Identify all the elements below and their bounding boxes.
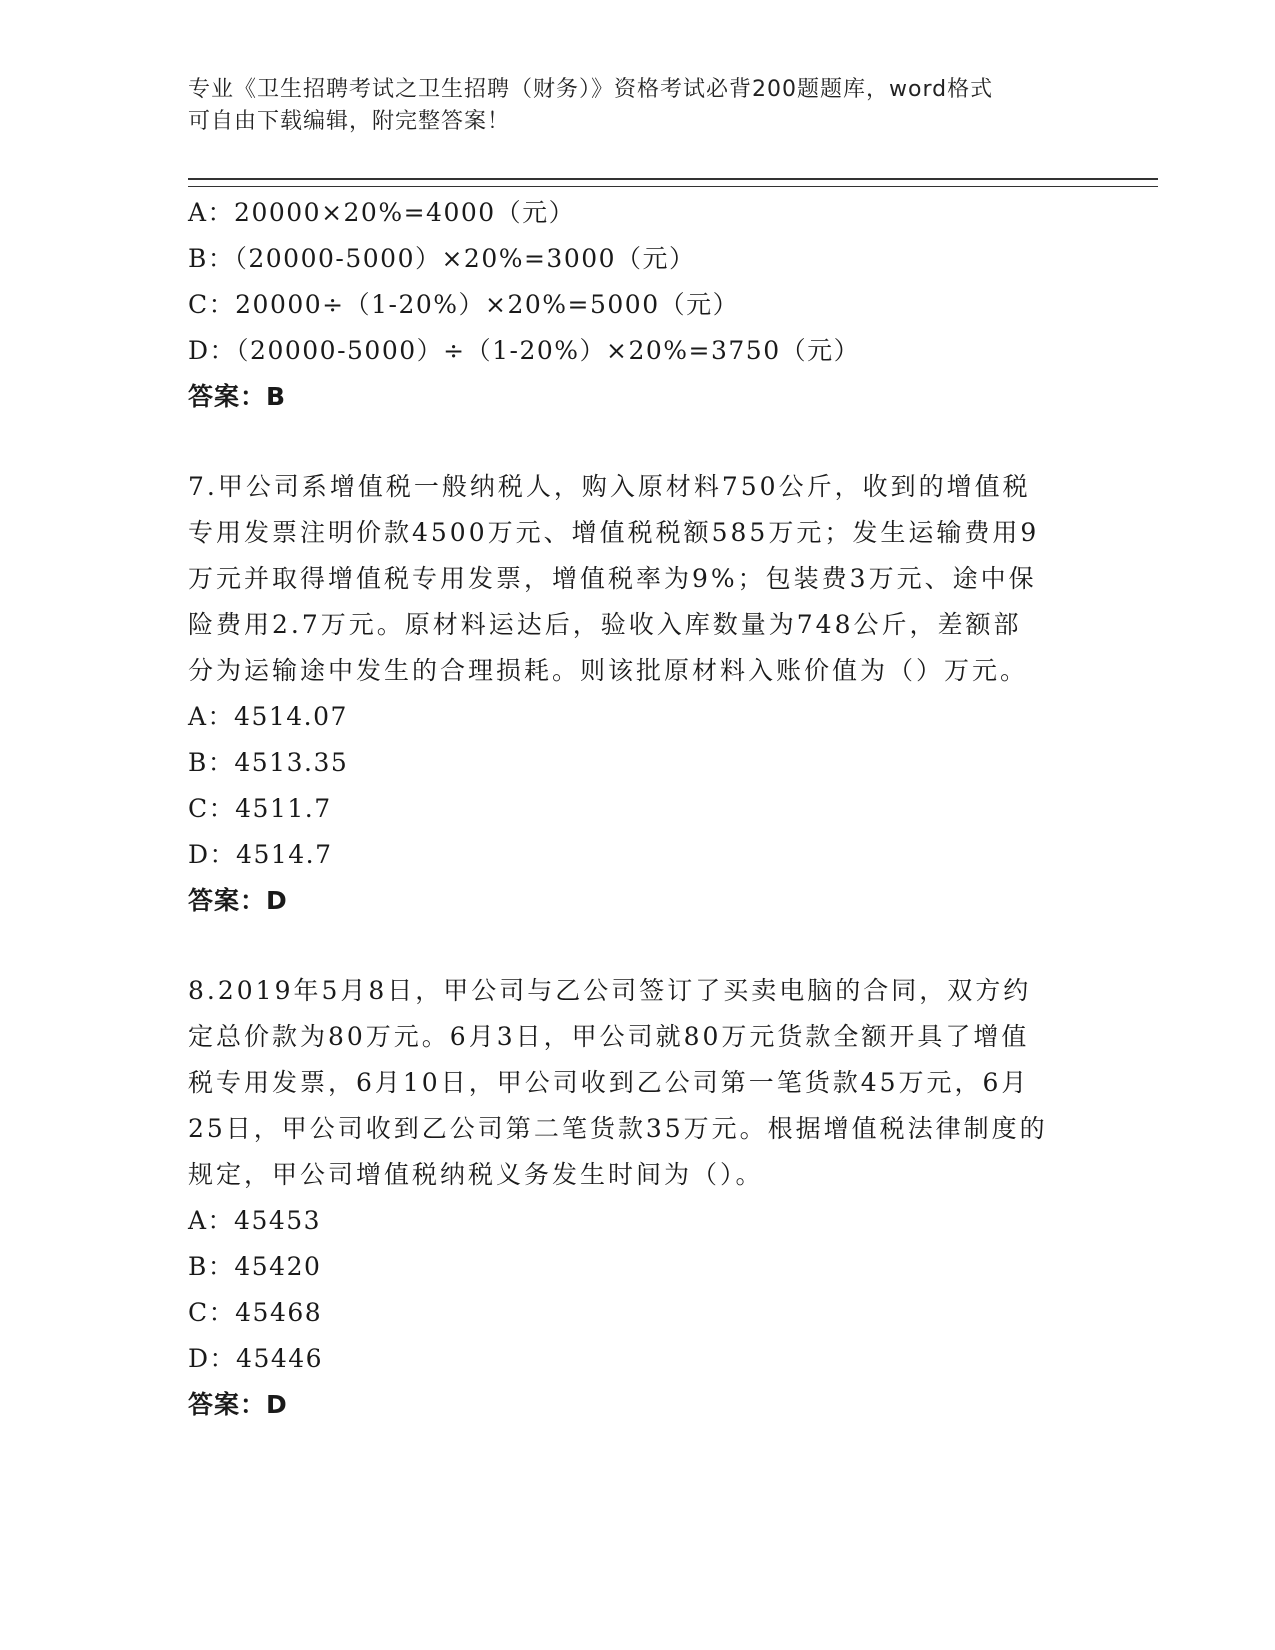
- question-6: [188, 190, 1088, 420]
- question-8-option-c: C：45468: [188, 1298, 323, 1327]
- question-7-text-line: 7.甲公司系增值税一般纳税人，购入原材料750公斤，收到的增值税: [188, 472, 1031, 501]
- question-7-text-line: 专用发票注明价款4500万元、增值税税额585万元；发生运输费用9: [188, 518, 1040, 547]
- question-7-option-b: B：4513.35: [188, 748, 349, 777]
- question-8-option-a: A：45453: [188, 1206, 322, 1235]
- question-8-text-line: 定总价款为80万元。6月3日，甲公司就80万元货款全额开具了增值: [188, 1022, 1030, 1051]
- document-header: [188, 74, 1088, 138]
- question-7-option-c: C：4511.7: [188, 794, 332, 823]
- question-8-option-d: D：45446: [188, 1344, 324, 1373]
- question-7-option-d: D：4514.7: [188, 840, 333, 869]
- question-8-text-line: 25日，甲公司收到乙公司第二笔货款35万元。根据增值税法律制度的: [188, 1114, 1048, 1143]
- question-6-answer: 答案：B: [188, 382, 287, 411]
- question-6-option-d: D：（20000-5000）÷（1-20%）×20%=3750（元）: [188, 336, 861, 365]
- question-8-text-line: 税专用发票，6月10日，甲公司收到乙公司第一笔货款45万元，6月: [188, 1068, 1030, 1097]
- question-6-option-a: A：20000×20%=4000（元）: [188, 198, 576, 227]
- question-8-text-line: 8.2019年5月8日，甲公司与乙公司签订了买卖电脑的合同，双方约: [188, 976, 1032, 1005]
- spacer: [188, 924, 1088, 968]
- question-7-answer: 答案：D: [188, 886, 288, 915]
- header-divider: [188, 178, 1158, 187]
- question-7-option-a: A：4514.07: [188, 702, 348, 731]
- question-6-option-c: C：20000÷（1-20%）×20%=5000（元）: [188, 290, 740, 319]
- question-7-text-line: 分为运输途中发生的合理损耗。则该批原材料入账价值为（）万元。: [188, 656, 1029, 685]
- question-6-option-b: B：（20000-5000）×20%=3000（元）: [188, 244, 696, 273]
- question-7-text-line: 万元并取得增值税专用发票，增值税率为9%；包装费3万元、途中保: [188, 564, 1037, 593]
- question-7: [188, 464, 1088, 924]
- question-8-option-b: B：45420: [188, 1252, 322, 1281]
- question-8: [188, 968, 1088, 1428]
- question-7-text-line: 险费用2.7万元。原材料运达后，验收入库数量为748公斤，差额部: [188, 610, 1022, 639]
- question-8-answer: 答案：D: [188, 1390, 288, 1419]
- header-title-line-1: 专业《卫生招聘考试之卫生招聘（财务）》资格考试必背200题题库，word格式: [188, 77, 994, 102]
- header-title-line-2: 可自由下载编辑，附完整答案！: [188, 109, 511, 134]
- document-body: [188, 190, 1088, 1428]
- question-8-text-line: 规定，甲公司增值税纳税义务发生时间为（）。: [188, 1160, 764, 1189]
- spacer: [188, 420, 1088, 464]
